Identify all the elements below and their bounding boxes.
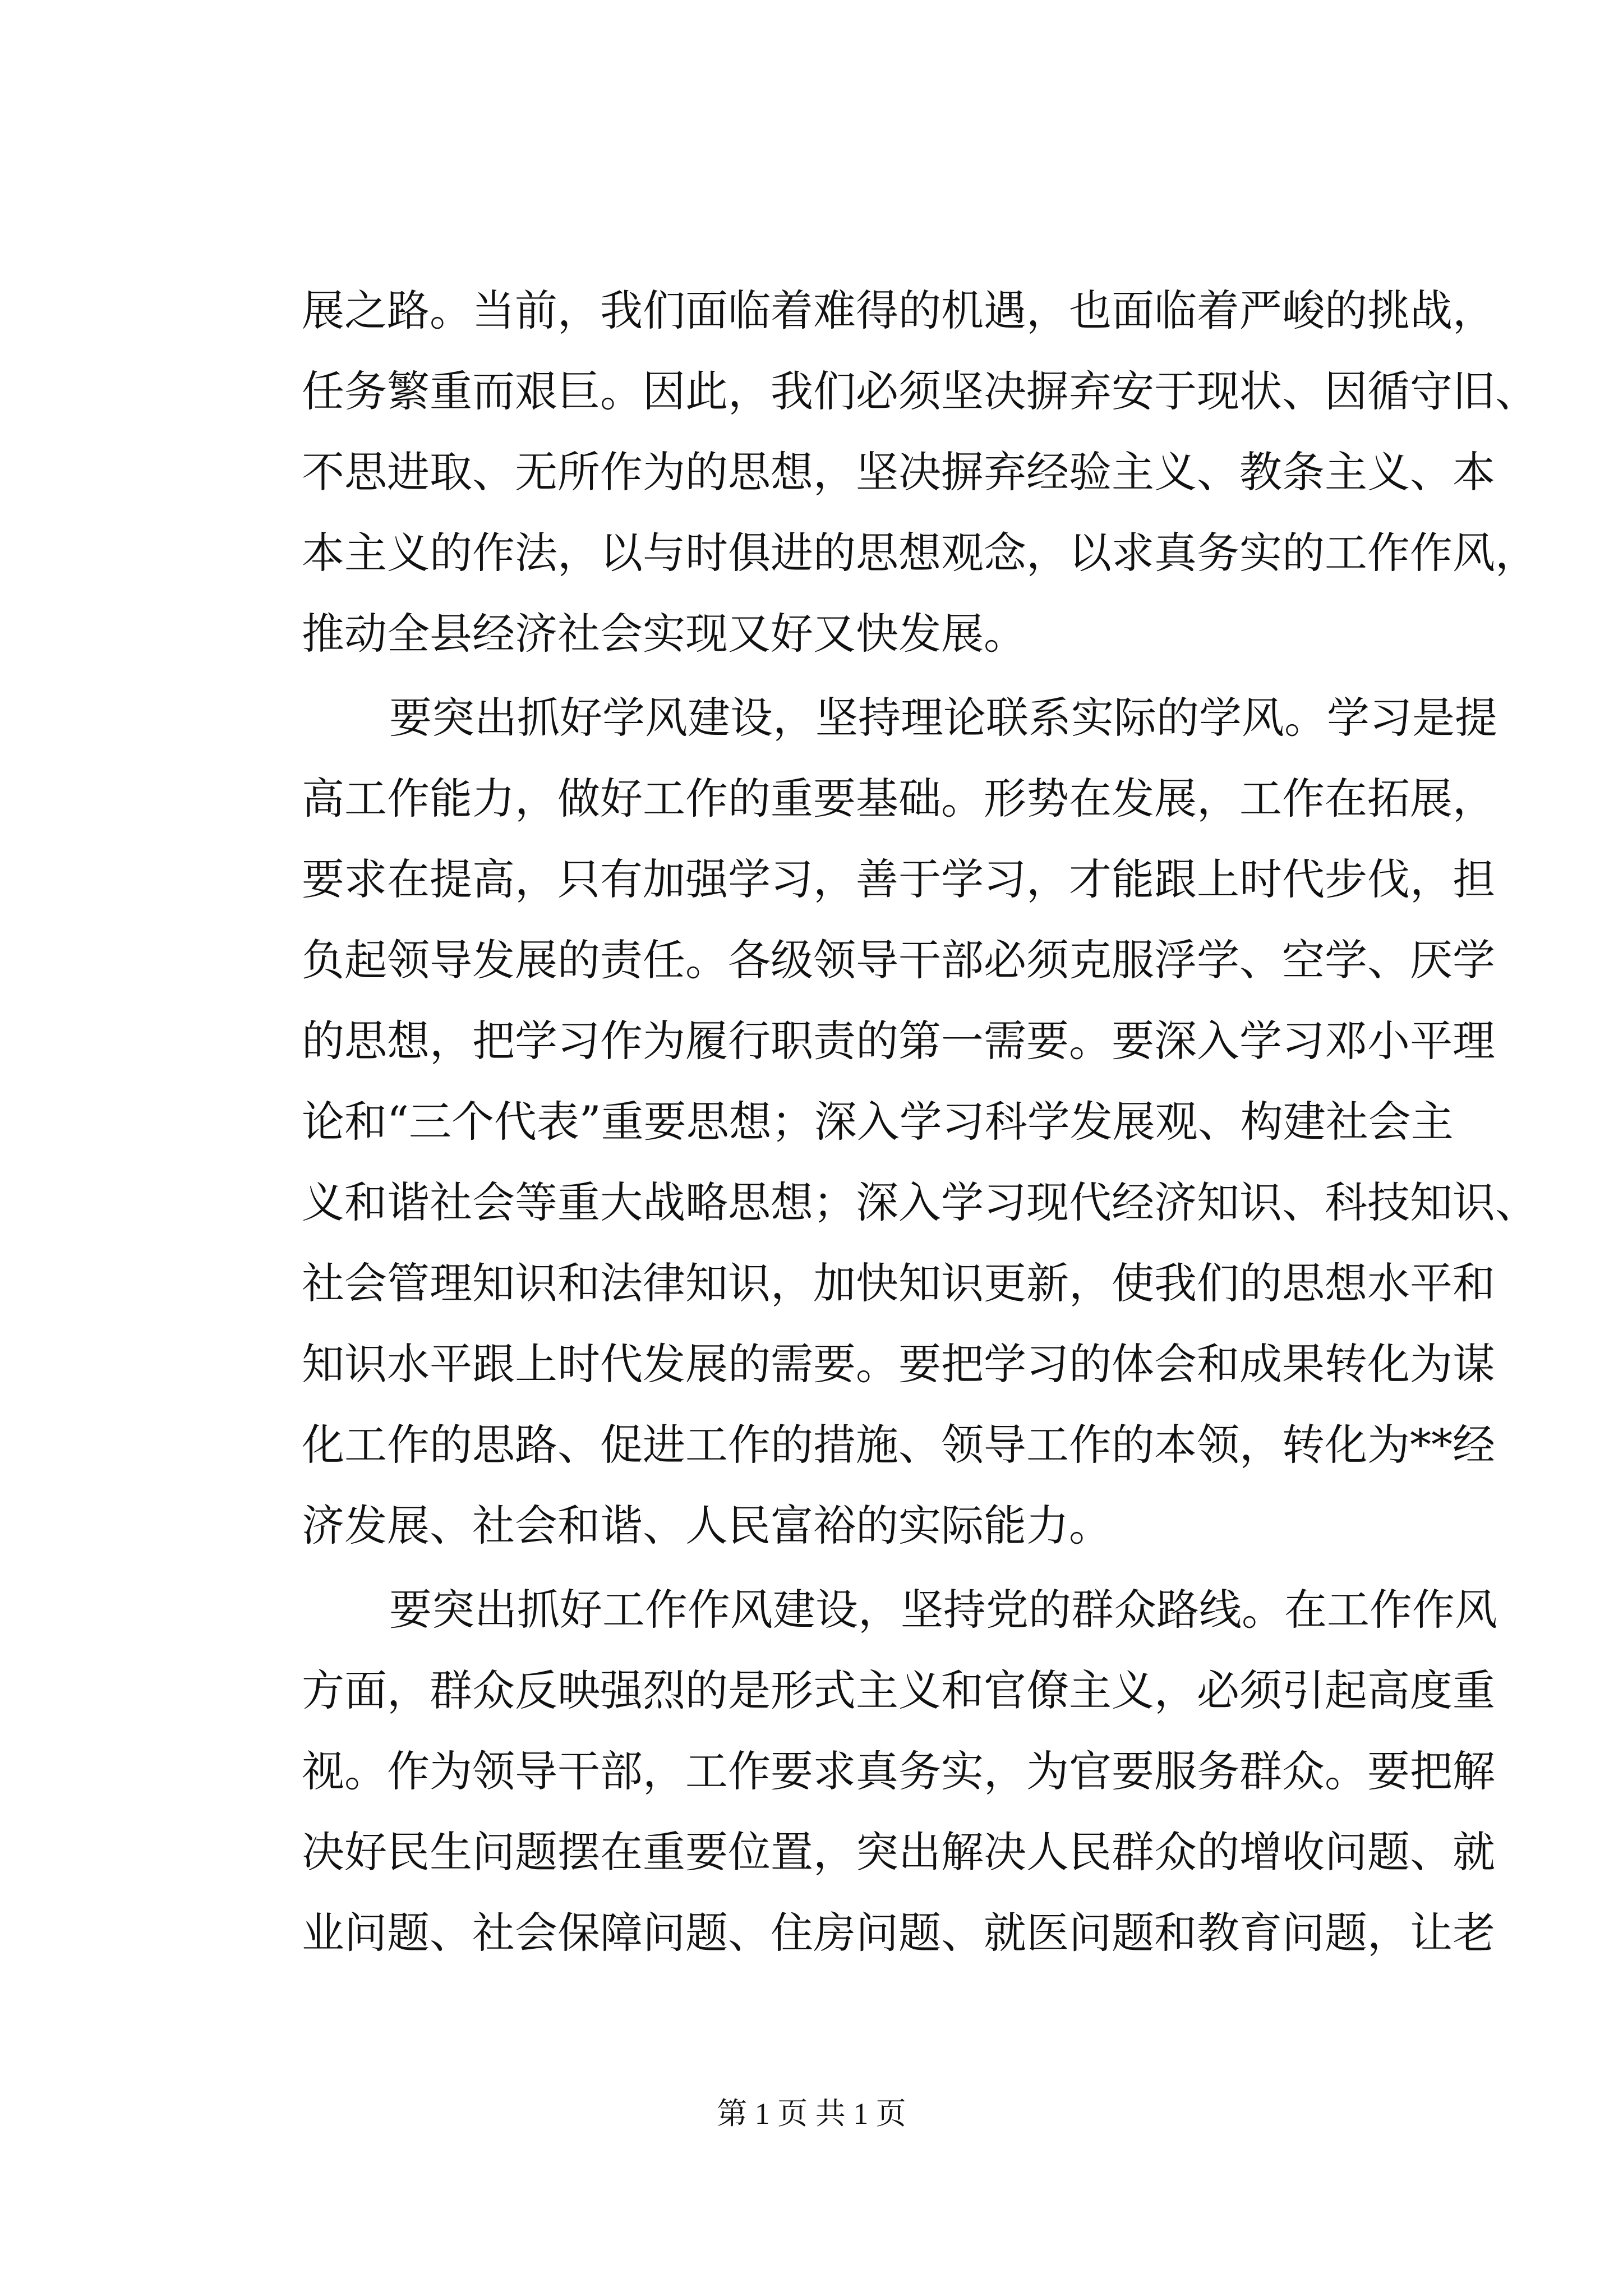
text-line-9: 负起领导发展的责任。各级领导干部必须克服浮学、空学、厌学 bbox=[302, 935, 1495, 985]
text-line-11: 论和“三个代表”重要思想；深入学习科学发展观、构建社会主 bbox=[302, 1097, 1454, 1147]
text-line-5: 推动全县经济社会实现又好又快发展。 bbox=[302, 609, 1026, 659]
text-line-17: 要突出抓好工作作风建设，坚持党的群众路线。在工作作风 bbox=[389, 1585, 1497, 1635]
text-line-20: 决好民生问题摆在重要位置，突出解决人民群众的增收问题、就 bbox=[302, 1827, 1495, 1877]
text-line-1: 展之路。当前，我们面临着难得的机遇，也面临着严峻的挑战， bbox=[302, 286, 1495, 335]
text-line-16: 济发展、社会和谐、人民富裕的实际能力。 bbox=[302, 1501, 1112, 1550]
text-line-7: 高工作能力，做好工作的重要基础。形势在发展，工作在拓展， bbox=[302, 774, 1495, 823]
text-line-21: 业问题、社会保障问题、住房问题、就医问题和教育问题，让老 bbox=[302, 1908, 1495, 1958]
text-line-10: 的思想，把学习作为履行职责的第一需要。要深入学习邓小平理 bbox=[302, 1016, 1495, 1066]
text-line-3: 不思进取、无所作为的思想，坚决摒弃经验主义、教条主义、本 bbox=[302, 447, 1495, 497]
text-line-8: 要求在提高，只有加强学习，善于学习，才能跟上时代步伐，担 bbox=[302, 854, 1495, 904]
text-line-4: 本主义的作法，以与时俱进的思想观念，以求真务实的工作作风， bbox=[302, 528, 1538, 578]
text-line-18: 方面，群众反映强烈的是形式主义和官僚主义，必须引起高度重 bbox=[302, 1665, 1495, 1715]
text-line-13: 社会管理知识和法律知识，加快知识更新，使我们的思想水平和 bbox=[302, 1258, 1495, 1308]
text-line-19: 视。作为领导干部，工作要求真务实，为官要服务群众。要把解 bbox=[302, 1746, 1495, 1796]
page-number-footer: 第 1 页 共 1 页 bbox=[717, 2097, 906, 2131]
text-line-6: 要突出抓好学风建设，坚持理论联系实际的学风。学习是提 bbox=[389, 693, 1497, 743]
text-line-2: 任务繁重而艰巨。因此，我们必须坚决摒弃安于现状、因循守旧、 bbox=[302, 366, 1538, 416]
text-line-12: 义和谐社会等重大战略思想；深入学习现代经济知识、科技知识、 bbox=[302, 1177, 1538, 1227]
text-line-15: 化工作的思路、促进工作的措施、领导工作的本领，转化为**经 bbox=[302, 1420, 1495, 1470]
text-line-14: 知识水平跟上时代发展的需要。要把学习的体会和成果转化为谋 bbox=[302, 1339, 1495, 1389]
